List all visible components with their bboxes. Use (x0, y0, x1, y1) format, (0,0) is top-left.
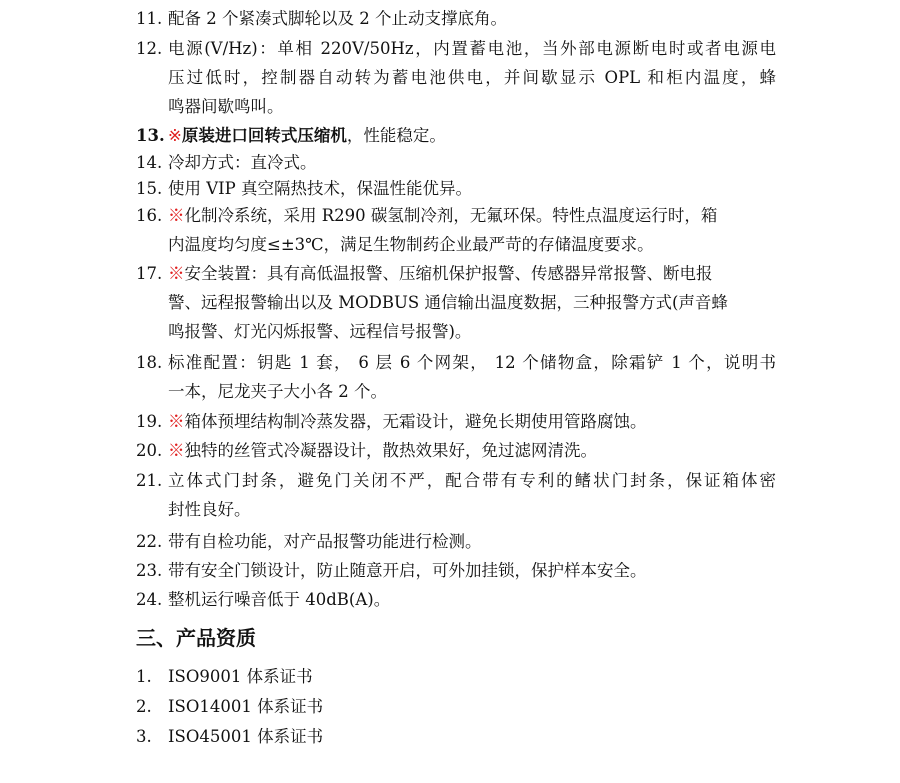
item-line: 配备 2 个紧凑式脚轮以及 2 个止动支撑底角。 (168, 9, 507, 28)
item-text (168, 407, 776, 436)
item-line: 封性良好。 (168, 500, 251, 519)
item-text (168, 201, 776, 259)
item-number: 21. (136, 471, 163, 490)
item-line: 鸣器间歇鸣叫。 (168, 97, 284, 116)
bold-text: 原装进口回转式压缩机 (181, 126, 347, 145)
item-line: 警、远程报警输出以及 MODBUS 通信输出温度数据，三种报警方式(声音蜂 (168, 293, 728, 312)
reference-mark-icon: ※ (168, 441, 185, 460)
item-number: 22. (136, 532, 163, 551)
item-line (168, 201, 776, 230)
item-number: 18. (136, 353, 163, 372)
reference-mark-icon: ※ (168, 412, 185, 431)
item-line-text: 安全装置：具有高低温报警、压缩机保护报警、传感器异常报警、断电报 (184, 264, 713, 283)
item-number: 2. (136, 697, 152, 716)
item-number: 17. (136, 264, 163, 283)
item-line-text: 箱体预埋结构制冷蒸发器，无霜设计，避免长期使用管路腐蚀。 (184, 412, 647, 431)
section-heading: 三、产品资质 (136, 626, 256, 650)
item-number: 14. (136, 153, 163, 172)
item-line: 内温度均匀度≤±3℃，满足生物制药企业最严苛的存储温度要求。 (168, 235, 654, 254)
item-line-text: 独特的丝管式冷凝器设计，散热效果好，免过滤网清洗。 (184, 441, 597, 460)
item-rest-text: ，性能稳定。 (346, 126, 446, 145)
item-line: 使用 VIP 真空隔热技术，保温性能优异。 (168, 179, 473, 198)
item-text (168, 348, 776, 406)
item-line (168, 436, 776, 465)
item-text (168, 4, 776, 33)
item-number: 13. (136, 126, 165, 145)
item-number: 12. (136, 39, 163, 58)
item-number: 23. (136, 561, 163, 580)
item-line: 鸣报警、灯光闪烁报警、远程信号报警)。 (168, 322, 472, 341)
item-line (168, 259, 776, 288)
item-line: 电源(V/Hz)：单相 220V/50Hz，内置蓄电池，当外部电源断电时或者电源电 (168, 39, 776, 58)
item-text (168, 585, 776, 614)
item-line: 立体式门封条，避免门关闭不严，配合带有专利的鳍状门封条，保证箱体密 (168, 471, 776, 490)
item-number: 1. (136, 667, 152, 686)
item-text (168, 556, 776, 585)
item-line: 带有安全门锁设计，防止随意开启，可外加挂锁，保护样本安全。 (168, 561, 647, 580)
item-text (168, 466, 776, 524)
item-line: 带有自检功能，对产品报警功能进行检测。 (168, 532, 482, 551)
item-text (168, 692, 776, 721)
item-line (168, 121, 776, 150)
item-text (168, 34, 776, 121)
item-number: 16. (136, 206, 163, 225)
item-line: 标准配置：钥匙 1 套， 6 层 6 个网架， 12 个储物盒，除霜铲 1 个，说明书 (168, 353, 776, 372)
item-number: 19. (136, 412, 163, 431)
item-text (168, 436, 776, 465)
item-text (168, 121, 776, 150)
item-text (168, 148, 776, 177)
item-text (168, 662, 776, 691)
item-number: 11. (136, 9, 163, 28)
item-line: 压过低时，控制器自动转为蓄电池供电，并间歇显示 OPL 和柜内温度，蜂 (168, 68, 776, 87)
item-line: 一本，尼龙夹子大小各 2 个。 (168, 382, 387, 401)
item-line: ISO9001 体系证书 (168, 667, 313, 686)
item-number: 20. (136, 441, 163, 460)
item-number: 24. (136, 590, 163, 609)
item-line (168, 407, 776, 436)
reference-mark-icon: ※ (168, 206, 185, 225)
item-text (168, 527, 776, 556)
item-number: 15. (136, 179, 163, 198)
item-text (168, 722, 776, 751)
reference-mark-icon: ※ (168, 264, 185, 283)
item-text (168, 259, 776, 346)
reference-mark-icon: ※ (168, 126, 182, 145)
item-line-text: 化制冷系统，采用 R290 碳氢制冷剂，无氟环保。特性点温度运行时，箱 (184, 206, 718, 225)
item-line: ISO14001 体系证书 (168, 697, 324, 716)
item-line: ISO45001 体系证书 (168, 727, 324, 746)
item-line: 整机运行噪音低于 40dB(A)。 (168, 590, 391, 609)
item-line: 冷却方式：直冷式。 (168, 153, 317, 172)
item-text (168, 174, 776, 203)
item-number: 3. (136, 727, 152, 746)
